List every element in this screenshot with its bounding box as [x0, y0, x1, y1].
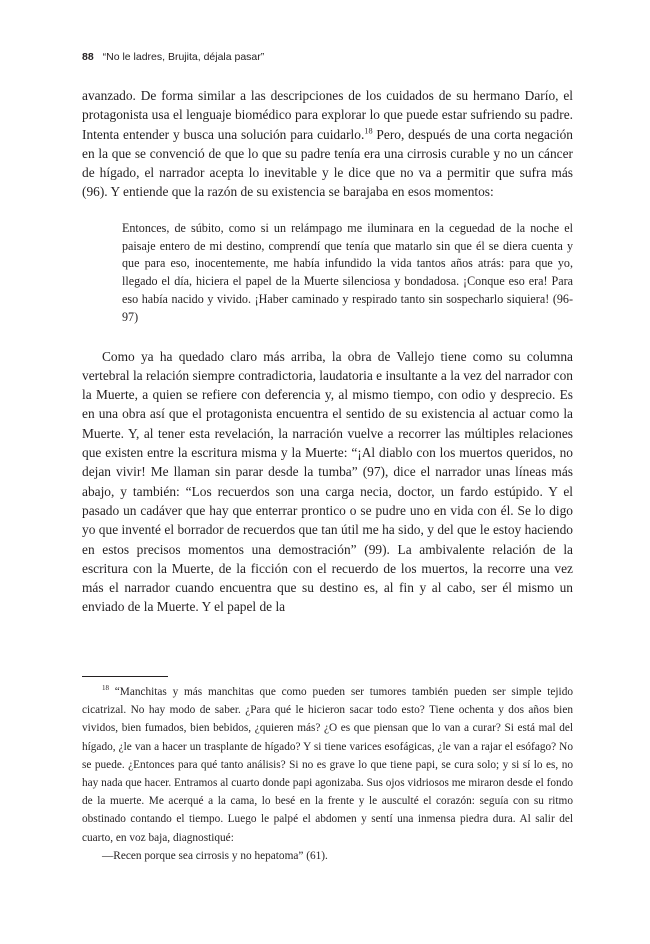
- main-text: [82, 86, 573, 617]
- block-quote: Entonces, de súbito, como si un relámpago me iluminara en la ceguedad de la noche el paisaje entero de mi destino, comprendí que tenía que matarlo sin que él se diera cuenta y que para eso, inocentemente, me había infundido la vida tantos años atrás: para que yo, llegado el día, hiciera el papel de la Muerte silenciosa y bondadosa. ¡Conque eso era! Para eso había nacido y vivido. ¡Haber caminado y respirado tanto sin sospecharlo siquiera! (96-97): [122, 220, 573, 324]
- paragraph-text-continued: Pero, después de una corta negación en la que se convenció de que lo que su padre tenía era una cirrosis curable y no un cáncer de hígado, el narrador acepta lo inevitable y le dice que no va a permitir que sufra más (96). Y entiende que la razón de su existencia se barajaba en esos momentos:: [82, 126, 573, 200]
- footnote-reference: 18: [364, 126, 373, 136]
- paragraph-continued: [82, 86, 573, 202]
- footnote: [82, 683, 573, 865]
- footnote-divider: [82, 676, 168, 677]
- paragraph: Como ya ha quedado claro más arriba, la obra de Vallejo tiene como su columna vertebral la relación siempre contradictoria, laudatoria e insultante a la vez del narrador con la Muerte, a quien se refiere con deferencia y, al mismo tiempo, con odio y desprecio. Es en una obra así que el protagonista encuentra el sentido de su existencia al actuar como la Muerte. Y, al tener esta revelación, la narración vuelve a recorrer las múltiples relaciones que existen entre la escritura misma y la Muerte: “¡Al diablo con los muertos queridos, no dejan vivir! Me llaman sin parar desde la tumba” (97), dice el narrador unas líneas más abajo, y también: “Los recuerdos son una carga necia, doctor, un fardo estúpido. Y el pasado un cadáver que hay que enterrar prontico o se pudre uno en vida con él. Se lo digo yo que inventé el borrador de recuerdos que tan útil me ha sido, y del que le estoy haciendo en estos precisos momentos una demostración” (99). La ambivalente relación de la escritura con la Muerte, de la ficción con el recuerdo de los muertos, la recorre una vez más el narrador cuando encuentra que su destino es, al fin y al cabo, ser él mismo un enviado de la Muerte. Y el papel de la: [82, 348, 573, 615]
- footnote-number: 18: [102, 684, 109, 693]
- paragraph-text: avanzado. De forma similar a las descripciones de los cuidados de su hermano Darío, el protagonista usa el lenguaje biomédico para explorar lo que puede estar sufriendo su padre. Intenta entender y busca una solución para cuidarlo.: [82, 88, 573, 142]
- running-header: [82, 51, 264, 63]
- page-number: 88: [82, 51, 94, 63]
- running-title: “No le ladres, Brujita, déjala pasar”: [102, 51, 265, 63]
- footnote-last-line: —Recen porque sea cirrosis y no hepatoma” (61).: [102, 849, 328, 862]
- footnote-text: “Manchitas y más manchitas que como pueden ser tumores también pueden ser simple tejido cicatrizal. No hay modo de saber. ¿Para qué le hicieron sacar todo esto? Tiene ochenta y dos años bien vividos, bien fumados, bien bebidos, ¿quieren más? ¿O es que piensan que lo van a curar? Si está mal del hígado, ¿le van a hacer un trasplante de hígado? Y si tiene varices esofágicas, ¿le van a rajar el esófago? No se puede. ¿Entonces para qué tanto análisis? Si no es grave lo que tiene papi, se cura solo; y si sí lo es, no hay nada que hacer. Entramos al cuarto donde papi agonizaba. Sus ojos vidriosos me miraron desde el fondo de la muerte. Me acerqué a la cama, lo besé en la frente y le ausculté el corazón: seguía con su ritmo obstinado contando el tiempo. Luego le palpé el abdomen y sentí una inmensa piedra dura. Al salir del cuarto, en voz baja, diagnostiqué:: [82, 686, 573, 844]
- footnote-body: [82, 683, 573, 847]
